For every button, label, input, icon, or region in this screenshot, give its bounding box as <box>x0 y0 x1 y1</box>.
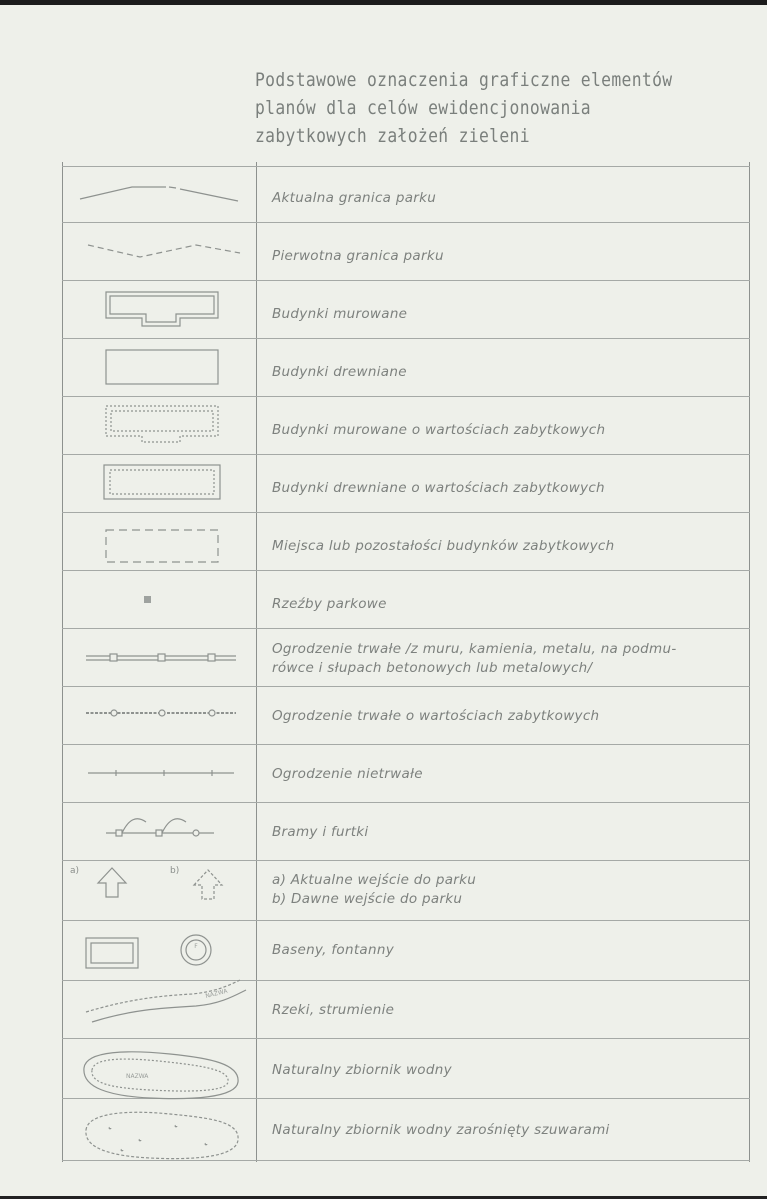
historic-fence-symbol <box>86 710 236 716</box>
label-permanent-fence-line-2: rówce i słupach betonowych lub metalowych/ <box>272 660 593 676</box>
temporary-fence-symbol <box>88 770 234 776</box>
pond-name-tag: NAZWA <box>126 1073 149 1080</box>
label-permanent-fence <box>272 640 677 678</box>
wooden-building-symbol <box>106 350 218 384</box>
label-rivers-streams: Rzeki, strumienie <box>272 1002 395 1018</box>
label-park-sculptures: Rzeźby parkowe <box>272 596 387 612</box>
sculpture-symbol <box>144 596 151 603</box>
building-remains-symbol <box>106 530 218 562</box>
pond-symbol <box>84 1052 238 1099</box>
historic-masonry-building-symbol <box>106 406 218 442</box>
label-wooden-buildings: Budynki drewniane <box>272 364 407 380</box>
title-line-1: Podstawowe oznaczenia graficzne elementów <box>255 69 673 91</box>
entrance-arrow-symbol <box>98 868 222 899</box>
label-pools-fountains: Baseny, fontanny <box>272 942 394 958</box>
label-natural-pond: Naturalny zbiornik wodny <box>272 1062 452 1078</box>
label-original-park-boundary: Pierwotna granica parku <box>272 248 444 264</box>
label-historic-fence: Ogrodzenie trwałe o wartościach zabytkowych <box>272 708 600 724</box>
title-line-3: zabytkowych założeń zieleni <box>255 125 530 147</box>
label-historic-wooden-buildings: Budynki drewniane o wartościach zabytkowych <box>272 480 605 496</box>
permanent-fence-symbol <box>86 654 236 661</box>
label-current-park-boundary: Aktualna granica parku <box>272 190 437 206</box>
current-park-boundary-symbol <box>80 187 238 201</box>
river-name-tag: NAZWA <box>204 987 229 1000</box>
label-permanent-fence-line-1: Ogrodzenie trwałe /z muru, kamienia, metalu, na podmu- <box>272 641 677 657</box>
title-line-2: planów dla celów ewidencjonowania <box>255 97 591 119</box>
label-overgrown-pond: Naturalny zbiornik wodny zarośnięty szuwarami <box>272 1122 610 1138</box>
label-former-entrance: b) Dawne wejście do parku <box>272 891 463 907</box>
overgrown-pond-symbol <box>86 1112 238 1158</box>
masonry-building-symbol <box>106 292 218 326</box>
label-masonry-buildings: Budynki murowane <box>272 306 408 322</box>
entrance-marker-b: b) <box>170 866 180 876</box>
gate-symbol <box>106 819 214 836</box>
historic-wooden-building-symbol <box>104 465 220 499</box>
pool-fountain-symbol <box>86 935 211 968</box>
fountain-letter: F <box>194 943 198 950</box>
label-historic-masonry-buildings: Budynki murowane o wartościach zabytkowych <box>272 422 606 438</box>
entrance-marker-a: a) <box>70 866 80 876</box>
label-gates: Bramy i furtki <box>272 824 369 840</box>
label-building-remains: Miejsca lub pozostałości budynków zabytkowych <box>272 538 615 554</box>
label-park-entrances <box>272 871 476 909</box>
original-park-boundary-symbol <box>88 245 240 257</box>
label-current-entrance: a) Aktualne wejście do parku <box>272 872 477 888</box>
river-symbol <box>86 980 246 1022</box>
label-temporary-fence: Ogrodzenie nietrwałe <box>272 766 423 782</box>
